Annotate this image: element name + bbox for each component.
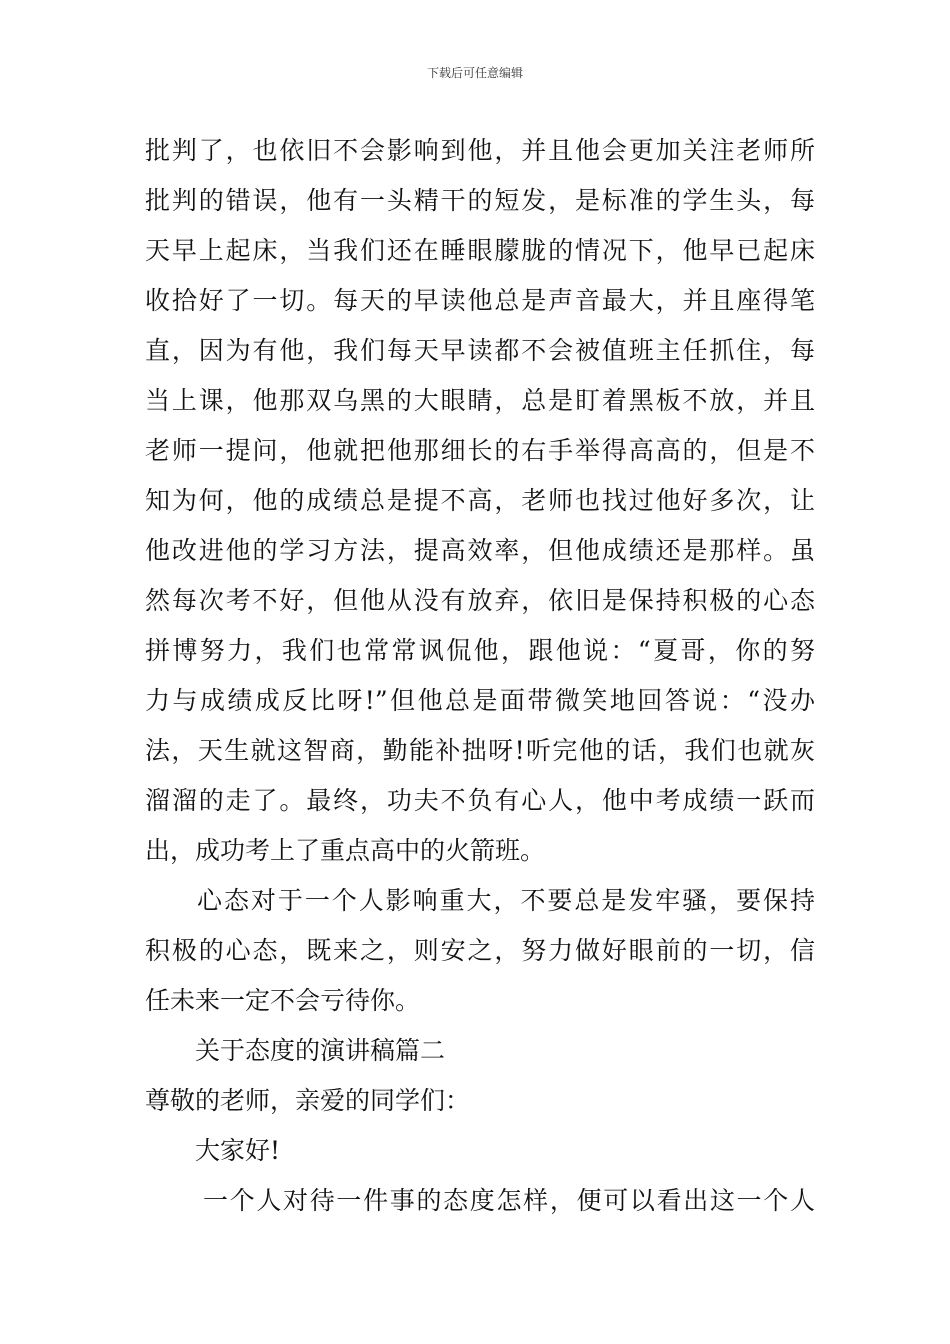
document-body — [145, 126, 815, 1226]
paragraph-line: 任未来一定不会亏待你。 — [145, 986, 421, 1015]
paragraph-line: 拼博努力，我们也常常讽侃他，跟他说：“夏哥，你的努 — [145, 636, 815, 665]
paragraph-line: 法，天生就这智商，勤能补拙呀!听完他的话，我们也就灰 — [145, 736, 815, 765]
page-header: 下载后可任意编辑 — [426, 66, 523, 80]
paragraph-line: 他改进他的学习方法，提高效率，但他成绩还是那样。虽 — [145, 536, 815, 565]
paragraph-line: 出，成功考上了重点高中的火箭班。 — [145, 836, 546, 865]
paragraph-line: 直，因为有他，我们每天早读都不会被值班主任抓住，每 — [145, 336, 815, 365]
paragraph-line: 力与成绩成反比呀!”但他总是面带微笑地回答说：“没办 — [145, 686, 815, 715]
paragraph-line: 当上课，他那双乌黑的大眼睛，总是盯着黑板不放，并且 — [145, 386, 815, 415]
paragraph-line: 积极的心态，既来之，则安之，努力做好眼前的一切，信 — [145, 936, 815, 965]
greeting: 大家好! — [195, 1136, 281, 1165]
paragraph-line: 溜溜的走了。最终，功夫不负有心人，他中考成绩一跃而 — [145, 786, 815, 815]
paragraph-line: 批判的错误，他有一头精干的短发，是标准的学生头，每 — [145, 186, 815, 215]
paragraph-line: 然每次考不好，但他从没有放弃，依旧是保持积极的心态 — [145, 586, 815, 615]
paragraph-line: 一个人对待一件事的态度怎样，便可以看出这一个人 — [203, 1186, 815, 1215]
paragraph-line: 老师一提问，他就把他那细长的右手举得高高的，但是不 — [145, 436, 815, 465]
paragraph-line: 批判了，也依旧不会影响到他，并且他会更加关注老师所 — [145, 136, 815, 165]
paragraph-line: 心态对于一个人影响重大，不要总是发牢骚，要保持 — [197, 886, 815, 915]
section-heading: 关于态度的演讲稿篇二 — [195, 1036, 446, 1065]
salutation: 尊敬的老师，亲爱的同学们： — [145, 1086, 471, 1115]
paragraph-line: 天早上起床，当我们还在睡眼朦胧的情况下，他早已起床 — [145, 236, 815, 265]
paragraph-line: 收拾好了一切。每天的早读他总是声音最大，并且座得笔 — [145, 286, 815, 315]
paragraph-line: 知为何，他的成绩总是提不高，老师也找过他好多次，让 — [145, 486, 815, 515]
